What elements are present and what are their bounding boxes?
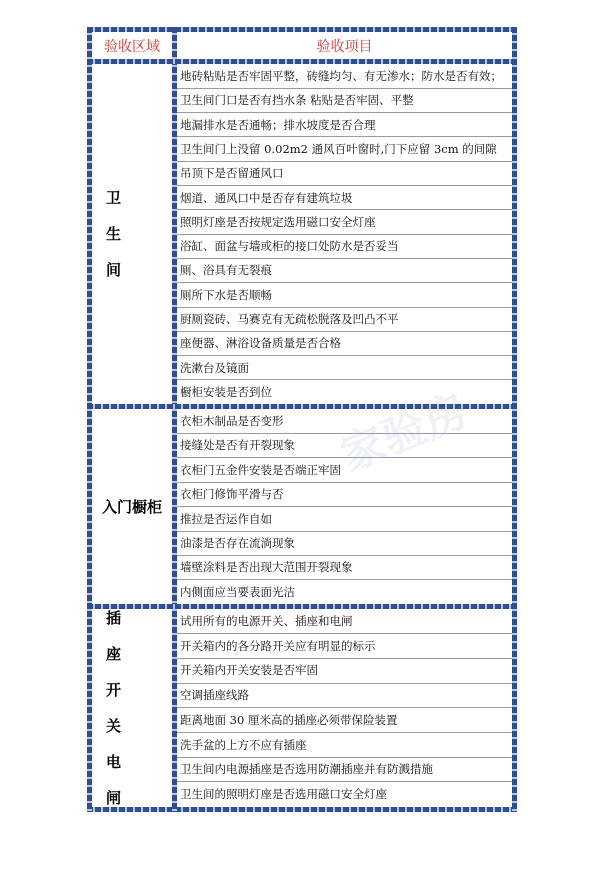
check-item: 洗手盆的上方不应有插座 — [180, 737, 307, 752]
check-item: 开关箱内开关安装是否牢固 — [180, 663, 318, 678]
check-item: 衣柜木制品是否变形 — [180, 414, 284, 428]
check-item: 推拉是否运作自如 — [180, 511, 272, 526]
check-item: 衣柜门五金件安装是否端正牢固 — [180, 462, 341, 477]
check-item: 衣柜门修饰平滑与否 — [180, 487, 284, 502]
zone-entry-cabinet-label: 入门橱柜 — [101, 497, 162, 516]
header-items: 验收项目 — [316, 38, 373, 55]
zone-sockets-switches — [92, 609, 172, 807]
zone-line-1: 插 座 — [106, 609, 136, 663]
check-item: 空调插座线路 — [180, 688, 249, 703]
check-item: 地砖粘贴是否牢固平整，砖缝均匀、有无渗水；防水是否有效； — [180, 69, 502, 83]
check-item: 墙壁涂料是否出现大范围开裂现象 — [180, 560, 353, 575]
watermark: 家验房 — [333, 384, 476, 482]
zone-bathroom-label: 卫 生 间 — [106, 189, 136, 279]
check-item: 接缝处是否有开裂现象 — [180, 438, 295, 453]
check-item: 厕所下水是否顺畅 — [180, 287, 272, 302]
check-item: 厕、浴具有无裂痕 — [180, 263, 272, 278]
column-divider — [172, 27, 177, 812]
zone-bathroom — [92, 64, 172, 404]
zone-line-2: 开 关 — [106, 681, 136, 735]
check-item: 内侧面应当要表面光洁 — [180, 584, 295, 599]
check-item: 照明灯座是否按规定选用磁口安全灯座 — [180, 214, 376, 229]
zone-entry-cabinet — [92, 409, 172, 604]
check-item: 卫生间的照明灯座是否选用磁口安全灯座 — [180, 786, 387, 801]
check-item: 地漏排水是否通畅；排水坡度是否合理 — [180, 117, 376, 132]
border-right — [512, 27, 517, 812]
check-item: 浴缸、面盆与墙或柜的接口处防水是否妥当 — [180, 239, 399, 254]
check-item: 距离地面 30 厘米高的插座必须带保险装置 — [180, 712, 398, 727]
check-item: 烟道、通风口中是否存有建筑垃圾 — [180, 190, 353, 205]
check-item: 卫生间内电源插座是否选用防潮插座并有防溅措施 — [180, 762, 433, 777]
check-item: 厨厕瓷砖、马赛克有无疏松脱落及凹凸不平 — [180, 312, 399, 326]
check-item: 橱柜安装是否到位 — [180, 384, 272, 399]
check-item: 油漆是否存在流淌现象 — [180, 536, 295, 550]
check-item: 卫生间门口是否有挡水条 粘贴是否牢固、平整 — [180, 93, 414, 108]
acceptance-table — [87, 27, 517, 812]
check-item: 座便器、淋浴设备质量是否合格 — [180, 336, 341, 351]
header-zone: 验收区域 — [104, 38, 160, 55]
zone-line-3: 电 闸 — [106, 753, 136, 807]
check-item: 吊顶下是否留通风口 — [180, 166, 284, 181]
check-item: 洗漱台及镜面 — [180, 360, 249, 375]
check-item: 开关箱内的各分路开关应有明显的标示 — [180, 638, 376, 653]
check-item: 试用所有的电源开关、插座和电闸 — [180, 614, 353, 628]
check-item: 卫生间门上没留 0.02m2 通风百叶窗时,门下应留 3cm 的间隙 — [180, 141, 497, 156]
